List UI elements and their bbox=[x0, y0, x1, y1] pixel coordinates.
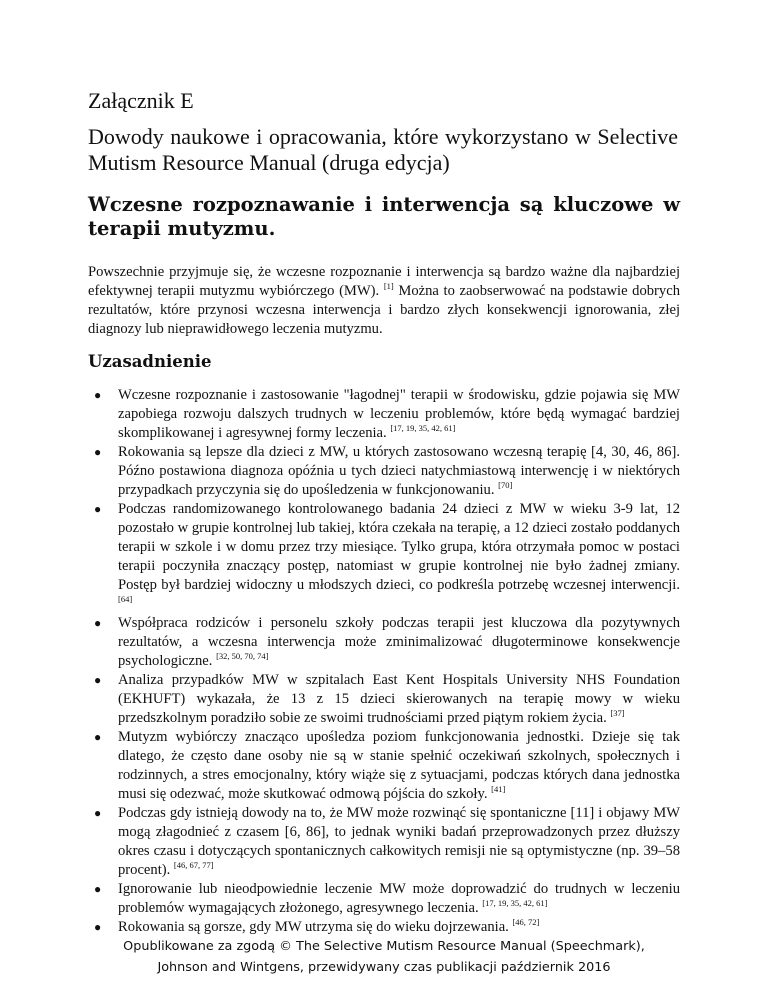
intro-text-2: Można to zaobserwować na podstawie dobrych rezultatów, które przynosi wczesna interwencja i bardzo złych konsekwencji ignorowania, złej diagnozy lub nieprawidłowego leczenia mutyzmu. bbox=[88, 283, 680, 337]
list-item-ref: [46, 72] bbox=[512, 917, 540, 927]
bullet-icon: ● bbox=[94, 445, 102, 459]
document-title: Dowody naukowe i opracowania, które wykorzystano w Selective Mutism Resource Manual (druga edycja) bbox=[88, 124, 678, 175]
rationale-list bbox=[88, 386, 680, 937]
bullet-icon: ● bbox=[94, 616, 102, 630]
list-item-ref: [17, 19, 35, 42, 61] bbox=[390, 423, 456, 433]
list-item bbox=[88, 804, 680, 880]
list-item bbox=[88, 728, 680, 804]
list-item bbox=[88, 918, 680, 937]
page-footer bbox=[0, 936, 768, 978]
intro-paragraph bbox=[88, 263, 680, 339]
bullet-icon: ● bbox=[94, 882, 102, 896]
intro-ref: [1] bbox=[383, 281, 394, 291]
list-item bbox=[88, 386, 680, 443]
list-item bbox=[88, 500, 680, 614]
list-item-ref: [70] bbox=[498, 480, 513, 490]
list-item-ref: [41] bbox=[491, 784, 506, 794]
list-item-text: Wczesne rozpoznanie i zastosowanie "łagodnej" terapii w środowisku, gdzie pojawia się MW zapobiega rozwoju dalszych trudnych w leczeniu problemów, które będą wymagać bardziej skomplikowanej i agresywnej formy leczenia. bbox=[118, 387, 680, 441]
rationale-heading: Uzasadnienie bbox=[88, 352, 212, 371]
intro-text: Powszechnie przyjmuje się, że wczesne rozpoznanie i interwencja są bardzo ważne dla najbardziej efektywnej terapii mutyzmu wybiórczego (MW). bbox=[88, 264, 680, 299]
list-item-text: Analiza przypadków MW w szpitalach East Kent Hospitals University NHS Foundation (EKHUFT) wykazała, że 13 z 15 dzieci skierowanych na terapię mowy w wieku przedszkolnym poradziło sobie ze swoimi trudnościami przed piątym rokiem życia. bbox=[118, 672, 680, 726]
bullet-icon: ● bbox=[94, 730, 102, 744]
annex-title: Załącznik E bbox=[88, 88, 194, 113]
bullet-icon: ● bbox=[94, 502, 102, 516]
list-item bbox=[88, 880, 680, 918]
list-item bbox=[88, 614, 680, 671]
list-item bbox=[88, 671, 680, 728]
list-item-text: Ignorowanie lub nieodpowiednie leczenie MW może doprowadzić do trudnych w leczeniu problemów wymagających złożonego, agresywnego leczenia. bbox=[118, 881, 680, 916]
list-item-text: Rokowania są gorsze, gdy MW utrzyma się do wieku dojrzewania. bbox=[118, 919, 513, 935]
list-item-text: Podczas randomizowanego kontrolowanego badania 24 dzieci z MW w wieku 3-9 lat, 12 pozostało w grupie kontrolnej lub takiej, która czekała na terapię, a 12 dzieci zostało poddanych terapii w szkole i w domu przez trzy miesiące. Tylko grupa, która otrzymała pomoc w postaci terapii poczyniła znaczący postęp, natomiast w grupie kontrolnej nie było żadnej zmiany. Postęp był bardziej widoczny u młodszych dzieci, co podkreśla potrzebę wczesnej interwencji. bbox=[118, 501, 680, 593]
footer-line-2: Johnson and Wintgens, przewidywany czas publikacji październik 2016 bbox=[157, 960, 611, 975]
list-item-ref: [32, 50, 70, 74] bbox=[216, 651, 269, 661]
bullet-icon: ● bbox=[94, 673, 102, 687]
list-item-ref: [37] bbox=[610, 708, 625, 718]
list-item-text: Mutyzm wybiórczy znacząco upośledza poziom funkcjonowania jednostki. Dzieje się tak dlatego, że często dane osoby nie są w stanie spełnić oczekiwań szkolnych, społecznych i rodzinnych, a stres emocjonalny, który wiąże się z sytuacjami, podczas których dana jednostka musi się odezwać, może skutkować odmową pójścia do szkoły. bbox=[118, 729, 680, 802]
list-item-text: Rokowania są lepsze dla dzieci z MW, u których zastosowano wczesną terapię [4, 30, 46, 86]. Późno postawiona diagnoza opóźnia u tych dzieci natychmiastową interwencję i w niektórych przypadkach przyczynia się do upośledzenia w funkcjonowaniu. bbox=[118, 444, 680, 498]
list-item-ref: [46, 67, 77] bbox=[173, 860, 214, 870]
bullet-icon: ● bbox=[94, 920, 102, 934]
list-item-text: Podczas gdy istnieją dowody na to, że MW może rozwinąć się spontaniczne [11] i objawy MW mogą złagodnieć z czasem [6, 86], to jednak wyniki badań przeprowadzonych przez dłuższy okres czasu i dotyczących spontanicznych całkowitych remisji nie są optymistyczne (np. 39–58 procent). bbox=[118, 805, 680, 878]
bullet-icon: ● bbox=[94, 388, 102, 402]
section-heading: Wczesne rozpoznawanie i interwencja są kluczowe w terapii mutyzmu. bbox=[88, 193, 680, 240]
list-item-ref: [64] bbox=[118, 594, 133, 604]
bullet-icon: ● bbox=[94, 806, 102, 820]
list-item-text: Współpraca rodziców i personelu szkoły podczas terapii jest kluczowa dla pozytywnych rezultatów, a wczesna interwencja może zminimalizować długoterminowe konsekwencje psychologiczne. bbox=[118, 615, 680, 669]
list-item bbox=[88, 443, 680, 500]
footer-line-1: Opublikowane za zgodą © The Selective Mutism Resource Manual (Speechmark), bbox=[123, 939, 645, 954]
list-item-ref: [17, 19, 35, 42, 61] bbox=[482, 898, 548, 908]
